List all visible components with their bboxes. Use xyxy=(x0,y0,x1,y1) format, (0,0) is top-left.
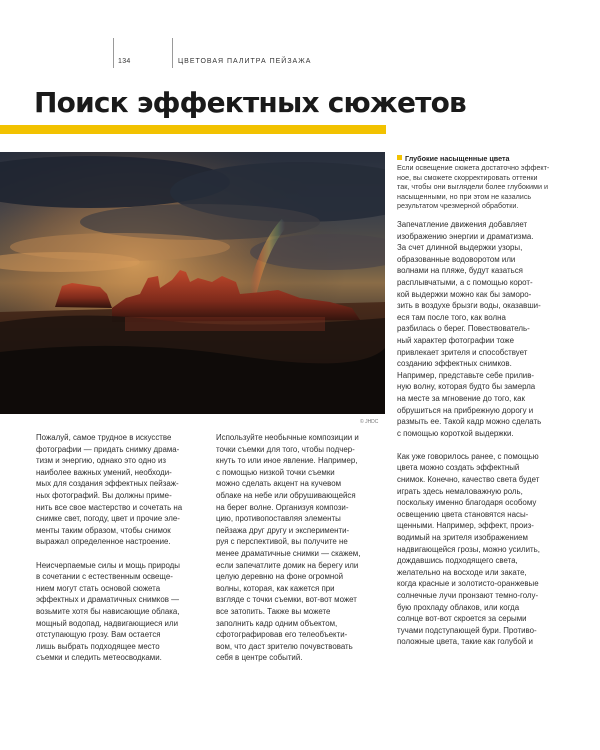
text-line: Запечатление движения добавляет xyxy=(397,220,528,229)
text-line: пейзажа друг другу и эксперименти- xyxy=(216,525,350,535)
text-line: дождавшись подходящего света, xyxy=(397,556,518,566)
text-line: на месте за мгновение до того, как xyxy=(397,393,525,403)
text-line: солнце вот-вот скроется за серыми xyxy=(397,614,527,624)
text-line: положные цвета, такие как голубой и xyxy=(397,637,533,647)
paragraph xyxy=(216,432,386,664)
text-line: водимый на зрителя изображением xyxy=(397,533,528,543)
text-line: если запечатлите домик на берегу или xyxy=(216,560,359,570)
text-line: с помощью низкой точки съемки xyxy=(216,467,335,477)
text-line: цвета можно создать эффектный xyxy=(397,463,520,473)
text-line: фотографии — придать снимку драма- xyxy=(36,444,180,454)
text-line: точки съемки для того, чтобы подчер- xyxy=(216,444,355,454)
page-title: Поиск эффектных сюжетов xyxy=(34,86,466,119)
text-line: лишь выбрать подходящее место xyxy=(36,641,160,651)
text-line: волны, которая, как кажется при xyxy=(216,583,335,593)
text-line: менее драматичные снимки — скажем, xyxy=(216,548,361,558)
text-line: желательно на восходе или закате, xyxy=(397,567,527,577)
header-divider-right xyxy=(172,38,173,68)
sidebar-line: результатом чрезмерной обработки. xyxy=(397,201,519,210)
text-line: в сочетании с естественным освеще- xyxy=(36,572,173,582)
sidebar-heading xyxy=(397,154,510,163)
text-line: цию, противопоставляя элементы xyxy=(216,514,341,524)
paragraph xyxy=(397,219,569,439)
text-line: на берег волне. Организуя компози- xyxy=(216,502,349,512)
text-line: изображению энергии и драматизма. xyxy=(397,231,534,241)
text-line: кой выдержки можно как бы заморо- xyxy=(397,289,532,299)
text-line: тизм и энергию, однако это одно из xyxy=(36,456,167,466)
text-line: менты таким образом, чтобы снимок xyxy=(36,525,171,535)
text-line: щенными. Например, эффект, произ- xyxy=(397,521,534,531)
text-line: освещению цвета становятся насы- xyxy=(397,509,529,519)
text-line: руя с перспективой, вы получите не xyxy=(216,537,348,547)
text-line: волнами на пляже, будут казаться xyxy=(397,266,523,276)
text-line: образованные водоворотом или xyxy=(397,254,516,264)
text-line: Пожалуй, самое трудное в искусстве xyxy=(36,433,172,442)
header-divider-left xyxy=(113,38,114,68)
text-line: вом, что даст зрителю почувствовать xyxy=(216,641,353,651)
text-line: поскольку именно благодаря особому xyxy=(397,498,537,508)
text-line: заполнить кадр одним объектом, xyxy=(216,618,338,628)
sidebar-line: так, чтобы они выглядели более глубокими и xyxy=(397,182,548,191)
text-line: сфотографировав его телеобъекти- xyxy=(216,630,348,640)
text-line: тучами подступающей бури. Противо- xyxy=(397,625,537,635)
body-column-middle xyxy=(216,432,386,675)
title-accent-bar xyxy=(0,125,386,134)
text-line: бую прохладу облаков, или когда xyxy=(397,602,520,612)
sidebar-line: ное, вы сможете скорректировать оттенки xyxy=(397,172,538,182)
text-line: расплывчатыми, а с помощью корот- xyxy=(397,277,533,287)
text-line: привлекает зрителя и способствует xyxy=(397,347,528,357)
text-line: эффектных и драматичных снимков — xyxy=(36,595,179,605)
text-line: Как уже говорилось ранее, с помощью xyxy=(397,451,539,461)
text-line: ную волну, которая будто бы замерла xyxy=(397,382,536,392)
photo-credit: © JHDC xyxy=(360,419,379,425)
text-line: мых для создания эффектных пейзаж- xyxy=(36,479,179,489)
text-line: зить в воздухе брызги воды, оказавши- xyxy=(397,301,541,311)
page-number: 134 xyxy=(118,58,131,65)
text-line: с помощью короткой выдержки. xyxy=(397,428,514,438)
text-line: целую деревню на фоне огромной xyxy=(216,572,344,582)
text-line: кнуть то или иное явление. Например, xyxy=(216,456,358,466)
text-line: снимок. Конечно, качество света будет xyxy=(397,475,540,485)
text-line: надвигающейся грозы, можно усилить, xyxy=(397,544,540,554)
text-line: отступающую грозу. Вам остается xyxy=(36,630,161,640)
sidebar-heading-text: Глубокие насыщенные цвета xyxy=(405,154,510,163)
text-line: солнечные лучи пронзают темно-голу- xyxy=(397,591,539,600)
text-line: себя в центре событий. xyxy=(216,653,303,663)
landscape-photo-art xyxy=(0,152,385,414)
text-line: Используйте необычные композиции и xyxy=(216,433,359,442)
paragraph xyxy=(397,451,569,648)
text-line: съемки и следить метеосводками. xyxy=(36,653,162,663)
text-line: обрушиться на прибрежную дорогу и xyxy=(397,405,534,415)
text-line: когда красные и золотисто-оранжевые xyxy=(397,579,539,589)
text-line: снимке свет, погоду, цвет и прочие эле- xyxy=(36,514,180,524)
text-line: размыть ее. Такой кадр можно сделать xyxy=(397,417,542,427)
sidebar-line: Если освещение сюжета достаточно эффект- xyxy=(397,163,550,172)
text-line: наиболее важных умений, необходи- xyxy=(36,467,172,477)
body-column-left xyxy=(36,432,204,675)
sidebar-line: насыщенными, но при этом не казались xyxy=(397,191,532,201)
text-line: созданию эффектных снимков. xyxy=(397,359,512,369)
text-line: разбилась о берег. Повествователь- xyxy=(397,324,530,334)
text-line: взгляде с точки съемки, вот-вот может xyxy=(216,595,357,605)
text-line: еся там после того, как волна xyxy=(397,312,506,322)
text-line: Например, представьте себе прилив- xyxy=(397,370,535,380)
paragraph xyxy=(36,560,204,664)
text-line: ный характер фотографии тоже xyxy=(397,335,514,345)
paragraph xyxy=(36,432,204,548)
text-line: играть здесь немаловажную роль, xyxy=(397,486,523,496)
text-line: все затопить. Также вы можете xyxy=(216,606,331,616)
text-line: нием могут стать основой сюжета xyxy=(36,583,161,593)
text-line: возьмите хотя бы нависающие облака, xyxy=(36,606,180,616)
text-line: выражал определенное настроение. xyxy=(36,537,171,547)
text-line: Неисчерпаемые силы и мощь природы xyxy=(36,560,180,570)
landscape-photo xyxy=(0,152,385,414)
text-line: мощный водопад, надвигающиеся или xyxy=(36,618,178,628)
bullet-square-icon xyxy=(397,155,402,160)
section-title: ЦВЕТОВАЯ ПАЛИТРА ПЕЙЗАЖА xyxy=(178,58,312,65)
text-line: облаке на небе или обрушивающейся xyxy=(216,490,356,500)
body-column-right xyxy=(397,219,569,660)
text-line: нить все свое мастерство и сочетать на xyxy=(36,502,183,512)
text-line: За счет длинной выдержки узоры, xyxy=(397,243,523,253)
text-line: можно сделать акцент на кучевом xyxy=(216,479,342,489)
text-line: ных фотографий. Вы должны приме- xyxy=(36,490,172,500)
sidebar-caption xyxy=(397,163,563,211)
